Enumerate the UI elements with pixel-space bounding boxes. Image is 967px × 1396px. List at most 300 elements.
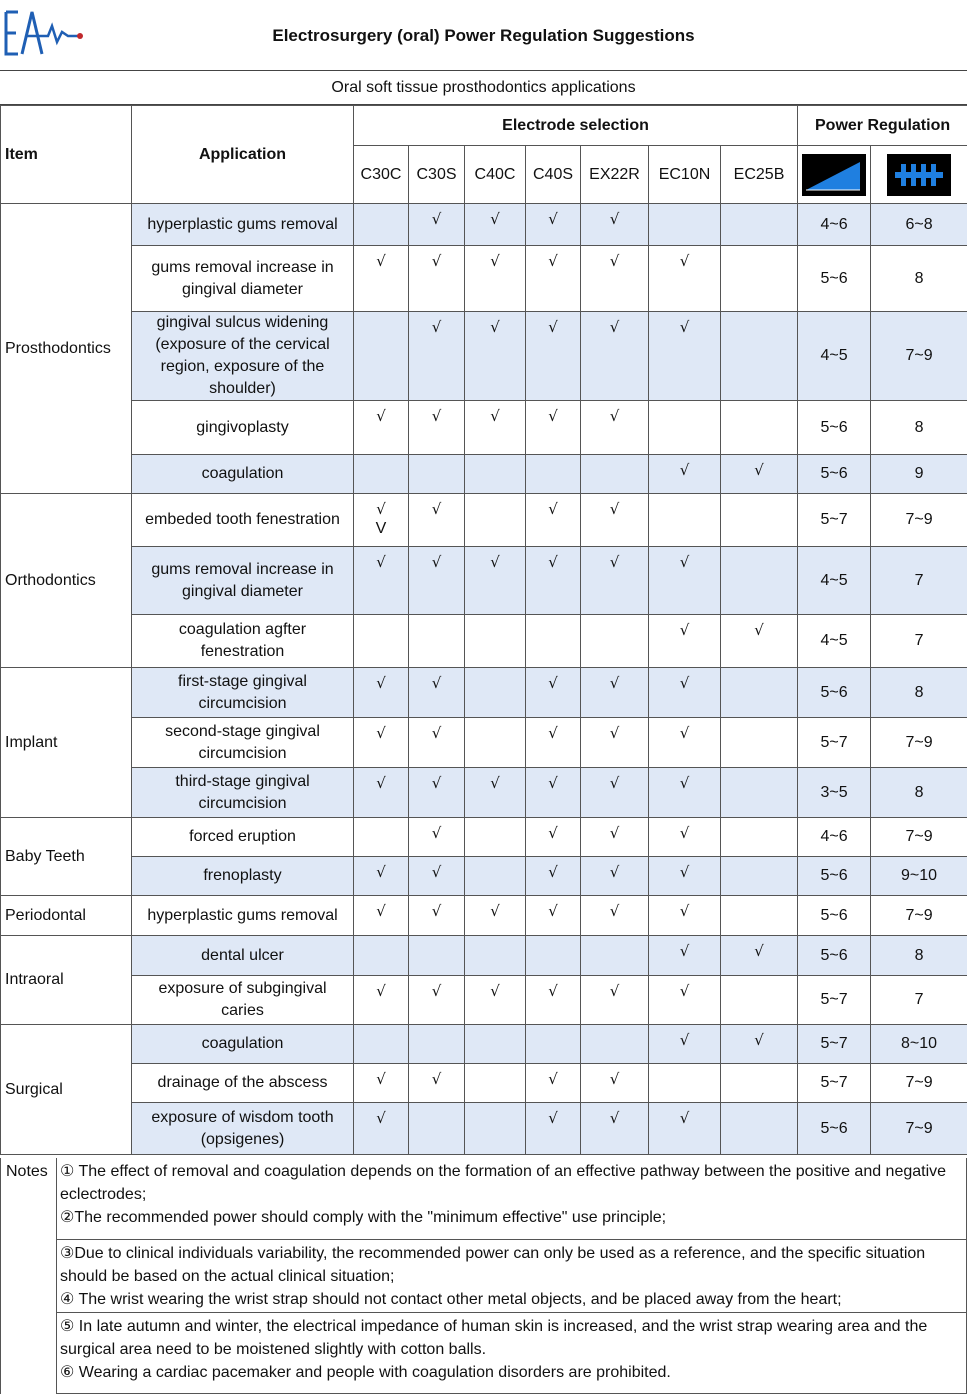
check-mark: √	[679, 942, 690, 960]
cut-waveform-icon	[802, 154, 866, 196]
electrode-check-cell	[409, 718, 465, 768]
electrode-check-cell	[581, 818, 649, 857]
table-row	[1, 936, 967, 976]
electrode-check-cell	[581, 668, 649, 718]
check-mark: √	[548, 210, 558, 228]
check-mark: √	[609, 724, 620, 742]
electrode-check-cell	[409, 768, 465, 818]
application-cell: exposure of subgingival caries	[132, 976, 354, 1025]
electrode-check-cell	[526, 455, 581, 494]
check-mark: √	[490, 553, 500, 571]
check-mark: √	[679, 724, 690, 742]
check-mark: √	[376, 252, 386, 270]
check-mark: √	[376, 982, 386, 1000]
electrode-check-cell	[409, 818, 465, 857]
electrode-check-cell	[581, 615, 649, 668]
electrode-check-cell	[721, 1064, 798, 1103]
header-electrode: C40C	[465, 146, 526, 204]
electrode-check-cell	[465, 1103, 526, 1155]
table-row	[1, 818, 967, 857]
electrode-check-cell	[649, 312, 721, 401]
header-electrode: EC10N	[649, 146, 721, 204]
electrode-check-cell	[465, 668, 526, 718]
electrode-check-cell	[409, 857, 465, 896]
application-cell: gingivoplasty	[132, 401, 354, 455]
electrode-check-cell	[409, 204, 465, 246]
electrode-check-cell	[354, 455, 409, 494]
power-coag-value: 7~9	[871, 896, 967, 936]
check-mark: √	[548, 824, 558, 842]
electrode-check-cell	[409, 401, 465, 455]
check-mark: √	[609, 210, 620, 228]
check-mark: √	[431, 407, 442, 425]
power-coag-value: 8	[871, 936, 967, 976]
check-mark: √	[490, 318, 500, 336]
power-cut-value: 5~6	[798, 455, 871, 494]
header-electrode: C30C	[354, 146, 409, 204]
item-cell: Implant	[1, 668, 132, 818]
extra-mark: V	[375, 520, 387, 537]
check-mark: √	[376, 1109, 386, 1127]
electrode-check-cell	[649, 494, 721, 547]
electrode-check-cell	[526, 204, 581, 246]
check-mark: √	[431, 724, 442, 742]
check-mark: √	[679, 461, 690, 479]
power-coag-value: 7~9	[871, 718, 967, 768]
electrode-check-cell	[721, 818, 798, 857]
header-electrode: C30S	[409, 146, 465, 204]
check-mark: √	[679, 621, 690, 639]
table-row	[1, 896, 967, 936]
check-mark: √	[431, 824, 442, 842]
check-mark: √	[548, 902, 558, 920]
electrode-check-cell	[409, 1103, 465, 1155]
check-mark: √	[679, 1109, 690, 1127]
check-mark: √	[376, 1070, 386, 1088]
notes-section	[0, 1158, 967, 1396]
check-mark: √	[609, 774, 620, 792]
electrode-check-cell	[465, 401, 526, 455]
electrode-check-cell	[354, 1025, 409, 1064]
table-row	[1, 615, 967, 668]
check-mark: √	[754, 1031, 764, 1049]
electrode-check-cell	[649, 896, 721, 936]
power-coag-value: 7	[871, 615, 967, 668]
electrode-check-cell	[649, 936, 721, 976]
check-mark: √	[609, 318, 620, 336]
power-cut-value: 4~6	[798, 204, 871, 246]
check-mark: √	[679, 252, 690, 270]
table-row	[1, 204, 967, 246]
electrode-check-cell	[581, 1025, 649, 1064]
check-mark: √	[376, 674, 386, 692]
electrode-check-cell	[526, 401, 581, 455]
electrode-check-cell	[354, 246, 409, 312]
check-mark: √	[431, 863, 442, 881]
check-mark: √	[376, 407, 386, 425]
notes-block	[57, 1240, 967, 1313]
check-mark: √	[679, 824, 690, 842]
check-mark: √	[431, 902, 442, 920]
application-cell: dental ulcer	[132, 936, 354, 976]
header-item: Item	[1, 106, 132, 204]
header-electrode: EX22R	[581, 146, 649, 204]
electrode-check-cell	[721, 718, 798, 768]
check-mark: √	[548, 724, 558, 742]
electrode-check-cell	[526, 1064, 581, 1103]
check-mark: √	[431, 674, 442, 692]
header-application: Application	[132, 106, 354, 204]
electrode-check-cell	[721, 768, 798, 818]
electrode-check-cell	[649, 615, 721, 668]
check-mark: √	[548, 407, 558, 425]
check-mark: √	[431, 252, 442, 270]
electrode-check-cell	[721, 1025, 798, 1064]
header-power-regulation: Power Regulation	[798, 106, 967, 146]
electrode-check-cell	[465, 494, 526, 547]
check-mark: √	[490, 252, 500, 270]
table-body	[1, 204, 967, 1155]
electrode-check-cell	[526, 1103, 581, 1155]
check-mark: √	[679, 982, 690, 1000]
electrode-check-cell	[581, 455, 649, 494]
electrode-check-cell	[581, 936, 649, 976]
electrode-check-cell	[465, 976, 526, 1025]
application-cell: third-stage gingival circumcision	[132, 768, 354, 818]
check-mark: √	[754, 942, 764, 960]
electrode-check-cell	[526, 312, 581, 401]
electrode-check-cell	[354, 494, 409, 547]
power-coag-value: 9~10	[871, 857, 967, 896]
electrode-check-cell	[649, 547, 721, 615]
check-mark: √	[376, 724, 386, 742]
check-mark: √	[548, 252, 558, 270]
electrode-check-cell	[581, 768, 649, 818]
table-row	[1, 547, 967, 615]
check-mark: √	[609, 252, 620, 270]
power-coag-value: 7~9	[871, 494, 967, 547]
application-cell: first-stage gingival circumcision	[132, 668, 354, 718]
electrode-check-cell	[354, 976, 409, 1025]
table-row	[1, 718, 967, 768]
electrode-check-cell	[721, 896, 798, 936]
power-coag-value: 8	[871, 246, 967, 312]
check-mark: √	[548, 318, 558, 336]
power-cut-value: 5~7	[798, 976, 871, 1025]
power-cut-value: 5~7	[798, 1025, 871, 1064]
electrode-check-cell	[409, 455, 465, 494]
electrode-check-cell	[581, 896, 649, 936]
power-cut-value: 5~6	[798, 246, 871, 312]
electrode-check-cell	[526, 668, 581, 718]
electrode-check-cell	[354, 1103, 409, 1155]
electrode-check-cell	[465, 936, 526, 976]
power-cut-value: 4~6	[798, 818, 871, 857]
power-coag-value: 7~9	[871, 312, 967, 401]
note-line: ⑥ Wearing a cardiac pacemaker and people with coagulation disorders are prohibited.	[60, 1364, 671, 1381]
check-mark: √	[754, 621, 764, 639]
electrode-check-cell	[721, 1103, 798, 1155]
electrode-check-cell	[581, 1064, 649, 1103]
electrode-check-cell	[649, 1025, 721, 1064]
electrode-check-cell	[526, 936, 581, 976]
check-mark: √	[548, 1070, 558, 1088]
electrode-check-cell	[409, 896, 465, 936]
power-coag-value: 8~10	[871, 1025, 967, 1064]
item-cell: Baby Teeth	[1, 818, 132, 896]
application-cell: forced eruption	[132, 818, 354, 857]
note-line: ⑤ In late autumn and winter, the electrical impedance of human skin is increased, and the wrist strap wearing area and the surgical area need to be moistened slightly with cotton balls.	[60, 1318, 928, 1358]
electrode-check-cell	[721, 547, 798, 615]
electrode-check-cell	[465, 312, 526, 401]
power-cut-value: 4~5	[798, 547, 871, 615]
electrode-check-cell	[354, 204, 409, 246]
electrode-check-cell	[721, 668, 798, 718]
electrode-check-cell	[409, 1064, 465, 1103]
check-mark: √	[376, 500, 386, 518]
note-line: ④ The wrist wearing the wrist strap should not contact other metal objects, and be placed away from the heart;	[60, 1291, 842, 1308]
check-mark: √	[609, 553, 620, 571]
electrode-check-cell	[581, 547, 649, 615]
electrode-check-cell	[721, 204, 798, 246]
check-mark: √	[679, 674, 690, 692]
electrode-check-cell	[649, 976, 721, 1025]
notes-block	[57, 1313, 967, 1394]
header-power-cut	[798, 146, 871, 204]
header-electrode: C40S	[526, 146, 581, 204]
electrode-check-cell	[649, 768, 721, 818]
check-mark: √	[679, 902, 690, 920]
electrode-check-cell	[354, 401, 409, 455]
application-cell: exposure of wisdom tooth (opsigenes)	[132, 1103, 354, 1155]
power-cut-value: 4~5	[798, 312, 871, 401]
electrode-check-cell	[354, 768, 409, 818]
electrode-check-cell	[649, 1064, 721, 1103]
electrode-check-cell	[649, 668, 721, 718]
electrode-check-cell	[526, 246, 581, 312]
electrode-check-cell	[649, 718, 721, 768]
electrode-check-cell	[581, 718, 649, 768]
electrode-check-cell	[409, 615, 465, 668]
table-row	[1, 976, 967, 1025]
check-mark: √	[376, 774, 386, 792]
electrode-check-cell	[354, 896, 409, 936]
note-line: ③Due to clinical individuals variability, the recommended power can only be used as a reference, and the specific situation should be based on the actual clinical situation;	[60, 1245, 926, 1285]
electrode-check-cell	[409, 976, 465, 1025]
electrode-check-cell	[354, 857, 409, 896]
check-mark: √	[679, 1031, 690, 1049]
power-cut-value: 5~6	[798, 401, 871, 455]
check-mark: √	[490, 210, 500, 228]
electrode-check-cell	[581, 976, 649, 1025]
electrode-check-cell	[526, 768, 581, 818]
header-power-coag	[871, 146, 967, 204]
electrode-check-cell	[409, 1025, 465, 1064]
header-electrode-selection: Electrode selection	[354, 106, 798, 146]
electrode-check-cell	[409, 936, 465, 976]
power-coag-value: 7~9	[871, 1064, 967, 1103]
electrode-check-cell	[649, 246, 721, 312]
check-mark: √	[548, 500, 558, 518]
power-coag-value: 7~9	[871, 818, 967, 857]
application-cell: hyperplastic gums removal	[132, 896, 354, 936]
table-row	[1, 455, 967, 494]
table-row	[1, 1025, 967, 1064]
check-mark: √	[679, 553, 690, 571]
check-mark: √	[376, 863, 386, 881]
check-mark: √	[609, 1070, 620, 1088]
electrode-check-cell	[721, 312, 798, 401]
check-mark: √	[490, 982, 500, 1000]
check-mark: √	[609, 674, 620, 692]
item-cell: Intraoral	[1, 936, 132, 1025]
electrode-check-cell	[465, 857, 526, 896]
electrode-check-cell	[465, 896, 526, 936]
table-row	[1, 1103, 967, 1155]
power-coag-value: 8	[871, 401, 967, 455]
power-cut-value: 5~6	[798, 857, 871, 896]
item-cell: Orthodontics	[1, 494, 132, 668]
check-mark: √	[376, 902, 386, 920]
electrode-check-cell	[465, 246, 526, 312]
electrode-check-cell	[721, 246, 798, 312]
table-row	[1, 768, 967, 818]
check-mark: √	[431, 982, 442, 1000]
application-cell: gingival sulcus widening (exposure of the cervical region, exposure of the shoulder)	[132, 312, 354, 401]
check-mark: √	[609, 1109, 620, 1127]
application-cell: embeded tooth fenestration	[132, 494, 354, 547]
power-cut-value: 4~5	[798, 615, 871, 668]
application-cell: coagulation	[132, 455, 354, 494]
check-mark: √	[431, 553, 442, 571]
electrode-check-cell	[526, 718, 581, 768]
electrode-check-cell	[354, 818, 409, 857]
electrode-check-cell	[526, 1025, 581, 1064]
electrode-check-cell	[581, 1103, 649, 1155]
electrode-check-cell	[721, 455, 798, 494]
electrode-check-cell	[354, 668, 409, 718]
application-cell: hyperplastic gums removal	[132, 204, 354, 246]
electrode-check-cell	[721, 615, 798, 668]
check-mark: √	[679, 863, 690, 881]
power-cut-value: 5~6	[798, 668, 871, 718]
check-mark: √	[609, 982, 620, 1000]
electrode-check-cell	[354, 718, 409, 768]
table-row	[1, 668, 967, 718]
electrode-check-cell	[649, 455, 721, 494]
electrode-check-cell	[581, 246, 649, 312]
check-mark: √	[609, 824, 620, 842]
power-coag-value: 9	[871, 455, 967, 494]
application-cell: frenoplasty	[132, 857, 354, 896]
check-mark: √	[679, 774, 690, 792]
check-mark: √	[431, 774, 442, 792]
check-mark: √	[431, 318, 442, 336]
table-row	[1, 312, 967, 401]
power-coag-value: 8	[871, 668, 967, 718]
coag-waveform-icon	[887, 154, 951, 196]
power-cut-value: 5~7	[798, 494, 871, 547]
check-mark: √	[754, 461, 764, 479]
electrode-check-cell	[354, 1064, 409, 1103]
check-mark: √	[548, 1109, 558, 1127]
electrode-check-cell	[526, 818, 581, 857]
application-cell: second-stage gingival circumcision	[132, 718, 354, 768]
item-cell: Periodontal	[1, 896, 132, 936]
electrode-check-cell	[526, 857, 581, 896]
title-bar	[0, 0, 967, 71]
application-cell: gums removal increase in gingival diameter	[132, 547, 354, 615]
check-mark: √	[548, 982, 558, 1000]
electrode-check-cell	[721, 401, 798, 455]
electrode-check-cell	[354, 936, 409, 976]
power-coag-value: 6~8	[871, 204, 967, 246]
regulation-table	[0, 105, 967, 1155]
check-mark: √	[609, 902, 620, 920]
notes-label: Notes	[0, 1158, 57, 1394]
electrode-check-cell	[465, 818, 526, 857]
electrode-check-cell	[581, 857, 649, 896]
electrode-check-cell	[721, 857, 798, 896]
electrode-check-cell	[721, 936, 798, 976]
electrode-check-cell	[581, 312, 649, 401]
electrode-check-cell	[409, 668, 465, 718]
electrode-check-cell	[649, 1103, 721, 1155]
electrode-check-cell	[581, 401, 649, 455]
electrode-check-cell	[409, 312, 465, 401]
check-mark: √	[609, 407, 620, 425]
notes-block	[57, 1158, 967, 1240]
electrode-check-cell	[354, 312, 409, 401]
electrode-check-cell	[581, 494, 649, 547]
check-mark: √	[609, 863, 620, 881]
header-electrode: EC25B	[721, 146, 798, 204]
table-row	[1, 401, 967, 455]
check-mark: √	[548, 863, 558, 881]
electrode-check-cell	[526, 547, 581, 615]
item-cell: Prosthodontics	[1, 204, 132, 494]
electrode-check-cell	[465, 768, 526, 818]
electrode-check-cell	[409, 246, 465, 312]
table-row	[1, 1064, 967, 1103]
check-mark: √	[679, 318, 690, 336]
electrode-check-cell	[465, 1025, 526, 1064]
note-line: ②The recommended power should comply with the "minimum effective" use principle;	[60, 1209, 667, 1226]
application-cell: coagulation agfter fenestration	[132, 615, 354, 668]
electrode-check-cell	[581, 204, 649, 246]
power-cut-value: 5~6	[798, 1103, 871, 1155]
check-mark: √	[376, 553, 386, 571]
page-subtitle: Oral soft tissue prosthodontics applications	[0, 71, 967, 105]
check-mark: √	[490, 902, 500, 920]
electrode-check-cell	[465, 1064, 526, 1103]
check-mark: √	[548, 774, 558, 792]
electrode-check-cell	[354, 615, 409, 668]
power-coag-value: 8	[871, 768, 967, 818]
electrode-check-cell	[409, 547, 465, 615]
electrode-check-cell	[465, 547, 526, 615]
check-mark: √	[431, 1070, 442, 1088]
item-cell: Surgical	[1, 1025, 132, 1155]
check-mark: √	[431, 210, 442, 228]
power-coag-value: 7	[871, 547, 967, 615]
electrode-check-cell	[465, 615, 526, 668]
page-title: Electrosurgery (oral) Power Regulation Suggestions	[272, 26, 695, 45]
application-cell: drainage of the abscess	[132, 1064, 354, 1103]
table-row	[1, 857, 967, 896]
power-cut-value: 5~7	[798, 1064, 871, 1103]
electrode-check-cell	[526, 615, 581, 668]
